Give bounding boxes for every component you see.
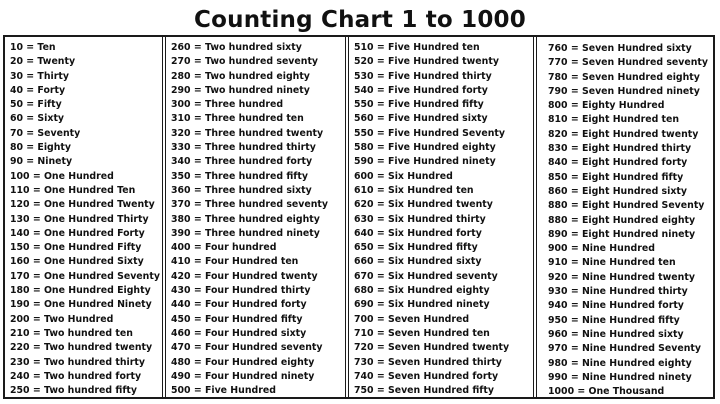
number-entry: 660 = Six Hundred sixty [354, 256, 482, 268]
number-entry: 930 = Nine Hundred thirty [548, 286, 688, 298]
number-entry: 650 = Six Hundred fifty [354, 242, 478, 254]
number-entry: 600 = Six Hundred [354, 170, 453, 182]
column-3 [345, 37, 533, 397]
column-2 [162, 37, 345, 397]
column-4 [533, 37, 713, 397]
number-entry: 340 = Three hundred forty [171, 156, 313, 168]
number-entry: 110 = One Hundred Ten [10, 184, 136, 196]
column-1 [5, 37, 162, 397]
number-entry: 510 = Five Hundred ten [354, 42, 480, 53]
number-entry: 920 = Nine Hundred twenty [548, 271, 695, 283]
number-entry: 300 = Three hundred [171, 99, 284, 111]
number-entry: 470 = Four Hundred seventy [171, 342, 323, 354]
number-entry: 500 = Five Hundred [171, 385, 276, 397]
number-entry: 770 = Seven Hundred seventy [548, 57, 709, 69]
number-entry: 830 = Eight Hundred thirty [548, 143, 692, 155]
number-entry: 910 = Nine Hundred ten [548, 257, 676, 269]
number-entry: 330 = Three hundred thirty [171, 142, 316, 154]
number-entry: 160 = One Hundred Sixty [10, 256, 144, 268]
number-entry: 370 = Three hundred seventy [171, 199, 328, 211]
number-entry: 980 = Nine Hundred eighty [548, 357, 692, 369]
number-entry: 1000 = One Thousand [548, 386, 665, 398]
number-entry: 850 = Eight Hundred fifty [548, 171, 684, 183]
number-entry: 30 = Thirty [10, 70, 69, 82]
number-entry: 280 = Two hundred eighty [171, 70, 310, 82]
number-entry: 610 = Six Hundred ten [354, 184, 474, 196]
number-entry: 320 = Three hundred twenty [171, 127, 324, 139]
number-entry: 220 = Two hundred twenty [10, 342, 153, 354]
number-entry: 590 = Five Hundred ninety [354, 156, 496, 168]
number-entry: 120 = One Hundred Twenty [10, 199, 155, 211]
number-entry: 960 = Nine Hundred sixty [548, 328, 684, 340]
chart-table [3, 35, 715, 399]
number-entry: 350 = Three hundred fifty [171, 170, 308, 182]
number-entry: 550 = Five Hundred Seventy [354, 127, 506, 139]
number-entry: 530 = Five Hundred thirty [354, 70, 492, 82]
number-entry: 150 = One Hundred Fifty [10, 242, 142, 254]
number-entry: 700 = Seven Hundred [354, 313, 470, 325]
number-entry: 190 = One Hundred Ninety [10, 299, 152, 311]
number-entry: 90 = Ninety [10, 156, 73, 168]
number-entry: 260 = Two hundred sixty [171, 42, 302, 53]
number-entry: 380 = Three hundred eighty [171, 213, 320, 225]
number-entry: 720 = Seven Hundred twenty [354, 342, 510, 354]
number-entry: 520 = Five Hundred twenty [354, 56, 499, 68]
number-entry: 750 = Seven Hundred fifty [354, 385, 494, 397]
number-entry: 40 = Forty [10, 84, 66, 96]
number-entry: 240 = Two hundred forty [10, 370, 142, 382]
number-entry: 410 = Four Hundred ten [171, 256, 299, 268]
number-entry: 730 = Seven Hundred thirty [354, 356, 502, 368]
number-entry: 540 = Five Hundred forty [354, 84, 488, 96]
number-entry: 680 = Six Hundred eighty [354, 285, 490, 297]
number-entry: 230 = Two hundred thirty [10, 356, 145, 368]
number-entry: 180 = One Hundred Eighty [10, 285, 151, 297]
number-entry: 580 = Five Hundred eighty [354, 142, 496, 154]
number-entry: 440 = Four Hundred forty [171, 299, 307, 311]
number-entry: 820 = Eight Hundred twenty [548, 128, 699, 140]
number-entry: 50 = Fifty [10, 99, 62, 111]
number-entry: 880 = Eight Hundred Seventy [548, 200, 705, 212]
number-entry: 790 = Seven Hundred ninety [548, 85, 700, 97]
number-entry: 210 = Two hundred ten [10, 327, 133, 339]
number-entry: 950 = Nine Hundred fifty [548, 314, 680, 326]
number-entry: 170 = One Hundred Seventy [10, 270, 160, 282]
number-entry: 400 = Four hundred [171, 242, 277, 254]
number-entry: 360 = Three hundred sixty [171, 184, 312, 196]
number-entry: 840 = Eight Hundred forty [548, 157, 688, 169]
number-entry: 740 = Seven Hundred forty [354, 370, 499, 382]
number-entry: 430 = Four Hundred thirty [171, 285, 311, 297]
number-entry: 200 = Two Hundred [10, 313, 114, 325]
number-entry: 890 = Eight Hundred ninety [548, 228, 696, 240]
number-entry: 800 = Eighty Hundred [548, 100, 665, 112]
number-entry: 990 = Nine Hundred ninety [548, 371, 692, 383]
number-entry: 390 = Three hundred ninety [171, 227, 320, 239]
number-entry: 560 = Five Hundred sixty [354, 113, 488, 125]
number-entry: 270 = Two hundred seventy [171, 56, 319, 68]
number-entry: 490 = Four Hundred ninety [171, 370, 315, 382]
number-entry: 630 = Six Hundred thirty [354, 213, 486, 225]
number-entry: 80 = Eighty [10, 142, 72, 154]
number-entry: 100 = One Hundred [10, 170, 114, 182]
number-entry: 900 = Nine Hundred [548, 243, 655, 255]
chart-title: Counting Chart 1 to 1000 [194, 7, 526, 33]
number-entry: 670 = Six Hundred seventy [354, 270, 498, 282]
number-entry: 310 = Three hundred ten [171, 113, 304, 125]
number-entry: 620 = Six Hundred twenty [354, 199, 493, 211]
number-entry: 640 = Six Hundred forty [354, 227, 482, 239]
number-entry: 690 = Six Hundred ninety [354, 299, 490, 311]
number-entry: 710 = Seven Hundred ten [354, 327, 490, 339]
number-entry: 880 = Eight Hundred eighty [548, 214, 696, 226]
number-entry: 20 = Twenty [10, 56, 76, 68]
number-entry: 420 = Four Hundred twenty [171, 270, 318, 282]
number-entry: 70 = Seventy [10, 127, 81, 139]
number-entry: 810 = Eight Hundred ten [548, 114, 680, 126]
number-entry: 250 = Two hundred fifty [10, 385, 137, 397]
number-entry: 130 = One Hundred Thirty [10, 213, 149, 225]
number-entry: 140 = One Hundred Forty [10, 227, 145, 239]
number-entry: 60 = Sixty [10, 113, 65, 125]
number-entry: 450 = Four Hundred fifty [171, 313, 303, 325]
number-entry: 480 = Four Hundred eighty [171, 356, 315, 368]
number-entry: 860 = Eight Hundred sixty [548, 185, 687, 197]
number-entry: 940 = Nine Hundred forty [548, 300, 684, 312]
number-entry: 970 = Nine Hundred Seventy [548, 343, 702, 355]
number-entry: 460 = Four Hundred sixty [171, 327, 307, 339]
number-entry: 780 = Seven Hundred eighty [548, 71, 700, 83]
number-entry: 760 = Seven Hundred sixty [548, 43, 692, 54]
number-entry: 550 = Five Hundred fifty [354, 99, 484, 111]
number-entry: 10 = Ten [10, 42, 56, 53]
number-entry: 290 = Two hundred ninety [171, 84, 310, 96]
